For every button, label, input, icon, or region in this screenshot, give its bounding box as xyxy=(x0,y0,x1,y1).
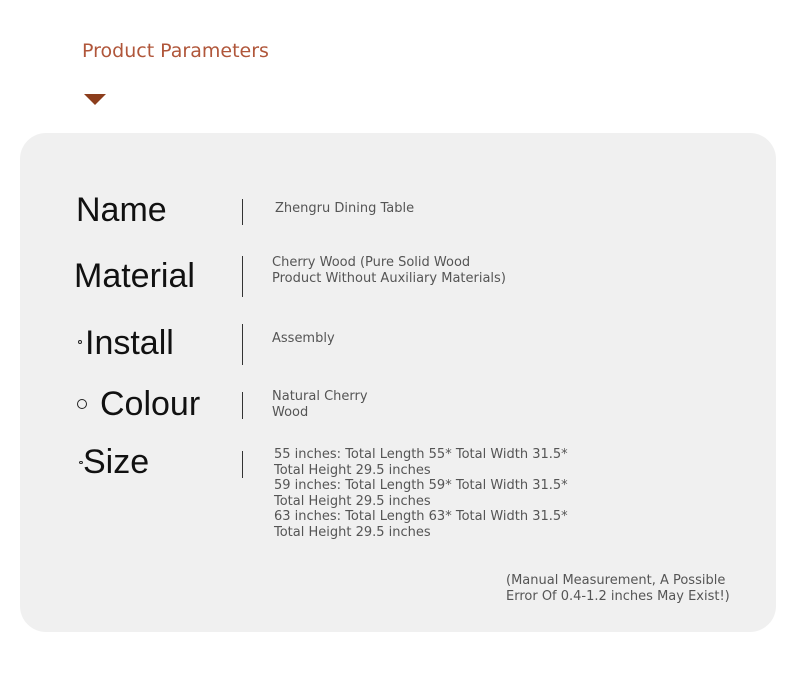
param-label-install: Install xyxy=(85,324,174,362)
param-value-name: Zhengru Dining Table xyxy=(275,201,415,216)
param-divider xyxy=(242,392,243,419)
param-divider xyxy=(242,256,243,297)
param-divider xyxy=(242,199,243,225)
param-divider xyxy=(242,324,243,365)
param-divider xyxy=(242,451,243,478)
param-value-install: Assembly xyxy=(272,331,335,346)
param-value-colour: Natural Cherry Wood xyxy=(272,389,368,420)
param-label-size: Size xyxy=(83,443,150,481)
param-label-material: Material xyxy=(74,257,195,295)
param-label-name: Name xyxy=(76,191,167,229)
param-value-size: 55 inches: Total Length 55* Total Width 31.5* Total Height 29.5 inches 59 inches: Total Length 59* Total Width 31.5* Total Height 29.5 inches 63 inches: Total Length 63* Total Width 31.5* Total Height 29.5 inches xyxy=(274,447,568,540)
param-label-colour: Colour xyxy=(100,385,201,423)
param-value-material: Cherry Wood (Pure Solid Wood Product Without Auxiliary Materials) xyxy=(272,255,506,286)
section-title: Product Parameters xyxy=(82,40,269,62)
measurement-note: (Manual Measurement, A Possible Error Of 0.4-1.2 inches May Exist!) xyxy=(506,573,730,604)
bullet-icon xyxy=(78,340,82,344)
caret-down-icon xyxy=(84,94,106,105)
bullet-icon xyxy=(77,399,87,409)
